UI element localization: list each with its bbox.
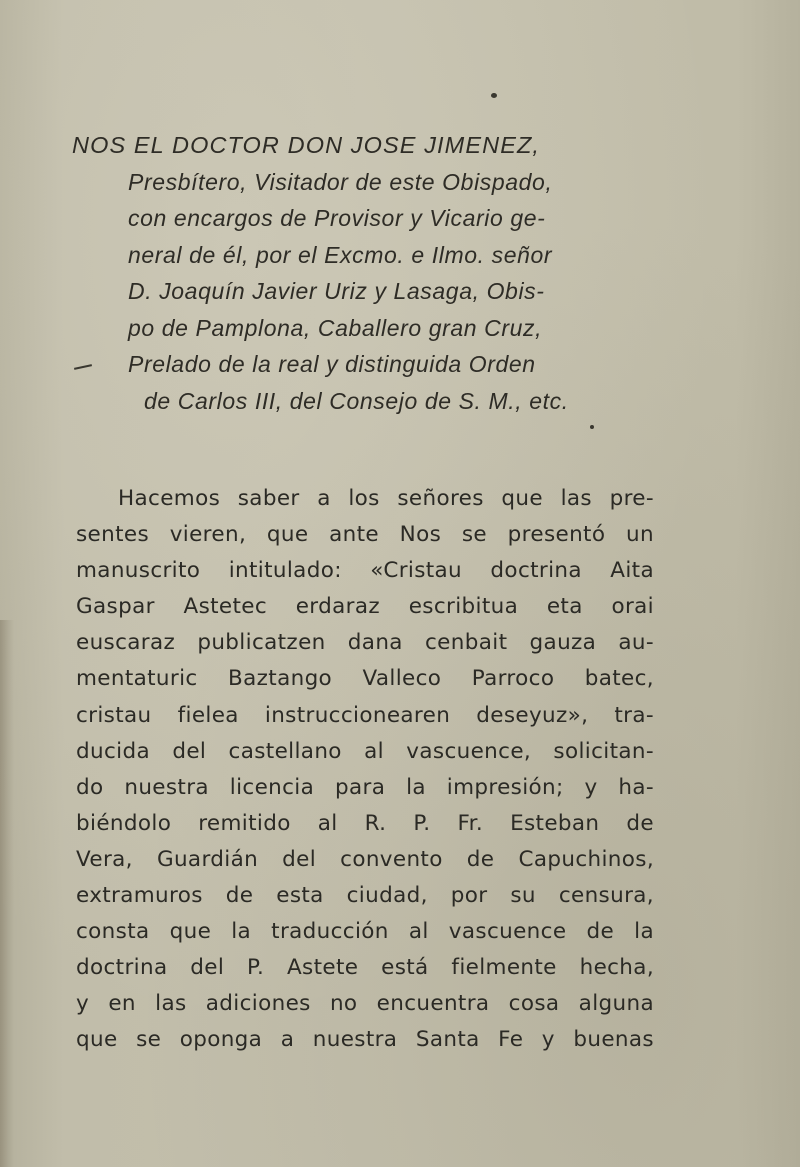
- body-line: biéndolo remitido al R. P. Fr. Esteban de: [76, 810, 654, 836]
- body-line: Gaspar Astetec erdaraz escribitua eta orai: [76, 594, 654, 620]
- body-line: consta que la traducción al vascuence de la: [76, 919, 654, 945]
- heading-line: neral de él, por el Excmo. e Ilmo. señor: [128, 241, 553, 268]
- ink-speck: [590, 425, 594, 429]
- body-line: doctrina del P. Astete está fielmente hecha,: [76, 955, 654, 981]
- heading-line: con encargos de Provisor y Vicario ge-: [128, 205, 546, 231]
- body-line: Hacemos saber a los señores que las pre-: [118, 486, 654, 511]
- heading-line: Prelado de la real y distinguida Orden: [128, 351, 536, 377]
- body-line: mentaturic Baztango Valleco Parroco batec,: [76, 666, 654, 692]
- body-line: extramuros de esta ciudad, por su censura,: [76, 883, 654, 909]
- heading-line: NOS EL DOCTOR DON JOSE JIMENEZ,: [72, 132, 541, 158]
- body-line: que se oponga a nuestra Santa Fe y buenas: [76, 1027, 654, 1053]
- heading-line: Presbítero, Visitador de este Obispado,: [128, 168, 553, 195]
- body-line: cristau fielea instruccionearen deseyuz», tra-: [76, 702, 654, 728]
- heading-line: D. Joaquín Javier Uriz y Lasaga, Obis-: [128, 278, 545, 304]
- body-line: ducida del castellano al vascuence, solicitan-: [76, 738, 654, 764]
- body-line: euscaraz publicatzen dana cenbait gauza au-: [76, 630, 654, 656]
- body-line: Vera, Guardián del convento de Capuchinos,: [76, 846, 654, 872]
- decree-body: [76, 481, 654, 1059]
- body-line: manuscrito intitulado: «Cristau doctrina Aita: [76, 558, 654, 584]
- heading-line: po de Pamplona, Caballero gran Cruz,: [128, 314, 543, 341]
- body-line: sentes vieren, que ante Nos se presentó un: [76, 522, 654, 548]
- page-edge-shadow: [0, 620, 14, 1167]
- ink-speck: [491, 93, 497, 98]
- body-line: y en las adiciones no encuentra cosa alguna: [76, 991, 654, 1017]
- decree-heading: [72, 127, 657, 419]
- heading-line: de Carlos III, del Consejo de S. M., etc.: [144, 387, 569, 414]
- body-line: do nuestra licencia para la impresión; y ha-: [76, 774, 654, 800]
